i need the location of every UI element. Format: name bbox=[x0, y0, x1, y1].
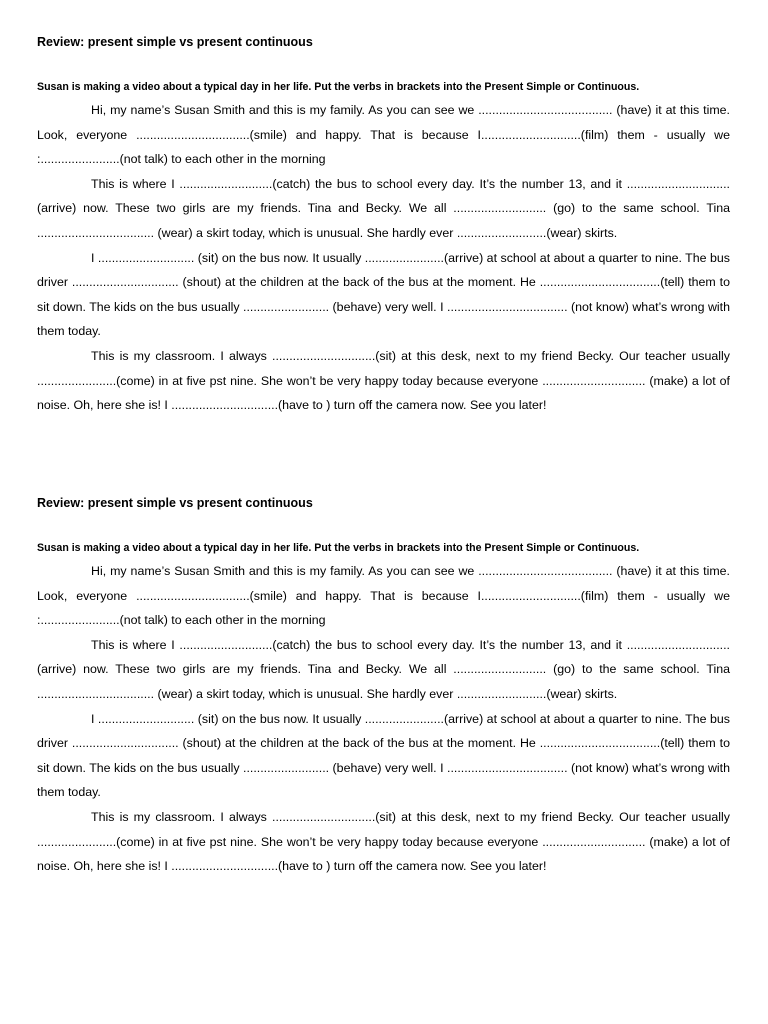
worksheet-instructions: Susan is making a video about a typical day in her life. Put the verbs in brackets into the Present Simple or Continuous. bbox=[37, 81, 640, 93]
paragraph-on-bus: I ............................ (sit) on the bus now. It usually .......................(arrive) at school at about a quarter to nine. The bus driver ............................... (shout) at the children at the back of the bus at the moment. He ...................................(tell) them to sit down. The kids on the bus usually ......................... (behave) very well. I ................................... (not know) what’s wrong with them today. bbox=[37, 711, 730, 800]
paragraph-family: Hi, my name’s Susan Smith and this is my family. As you can see we ....................................... (have) it at this time. Look, everyone .................................(smile) and happy. That is because I.............................(film) them - usually we :.......................(not talk) to each other in the morning bbox=[37, 564, 730, 628]
paragraph-family: Hi, my name’s Susan Smith and this is my family. As you can see we ....................................... (have) it at this time. Look, everyone .................................(smile) and happy. That is because I.............................(film) them - usually we :.......................(not talk) to each other in the morning bbox=[37, 103, 730, 167]
worksheet-instructions: Susan is making a video about a typical day in her life. Put the verbs in brackets into the Present Simple or Continuous. bbox=[37, 542, 640, 554]
paragraph-on-bus: I ............................ (sit) on the bus now. It usually .......................(arrive) at school at about a quarter to nine. The bus driver ............................... (shout) at the children at the back of the bus at the moment. He ...................................(tell) them to sit down. The kids on the bus usually ......................... (behave) very well. I ................................... (not know) what’s wrong with them today. bbox=[37, 250, 730, 339]
worksheet-heading: Review: present simple vs present continuous bbox=[37, 496, 313, 510]
worksheet-heading: Review: present simple vs present continuous bbox=[37, 35, 313, 49]
paragraph-classroom: This is my classroom. I always ..............................(sit) at this desk, next to my friend Becky. Our teacher usually .......................(come) in at five pst nine. She won’t be very happy today because everyone .............................. (make) a lot of noise. Oh, here she is! I ...............................(have to ) turn off the camera now. See you later! bbox=[37, 348, 730, 413]
worksheet-copy-2 bbox=[37, 495, 730, 879]
paragraph-classroom: This is my classroom. I always ..............................(sit) at this desk, next to my friend Becky. Our teacher usually .......................(come) in at five pst nine. She won’t be very happy today because everyone .............................. (make) a lot of noise. Oh, here she is! I ...............................(have to ) turn off the camera now. See you later! bbox=[37, 809, 730, 874]
paragraph-bus: This is where I ...........................(catch) the bus to school every day. It’s the number 13, and it ..............................(arrive) now. These two girls are my friends. Tina and Becky. We all ........................... (go) to the same school. Tina .................................. (wear) a skirt today, which is unusual. She hardly ever ..........................(wear) skirts. bbox=[37, 176, 730, 240]
worksheet-copy-1 bbox=[37, 34, 730, 418]
paragraph-bus: This is where I ...........................(catch) the bus to school every day. It’s the number 13, and it ..............................(arrive) now. These two girls are my friends. Tina and Becky. We all ........................... (go) to the same school. Tina .................................. (wear) a skirt today, which is unusual. She hardly ever ..........................(wear) skirts. bbox=[37, 637, 730, 701]
